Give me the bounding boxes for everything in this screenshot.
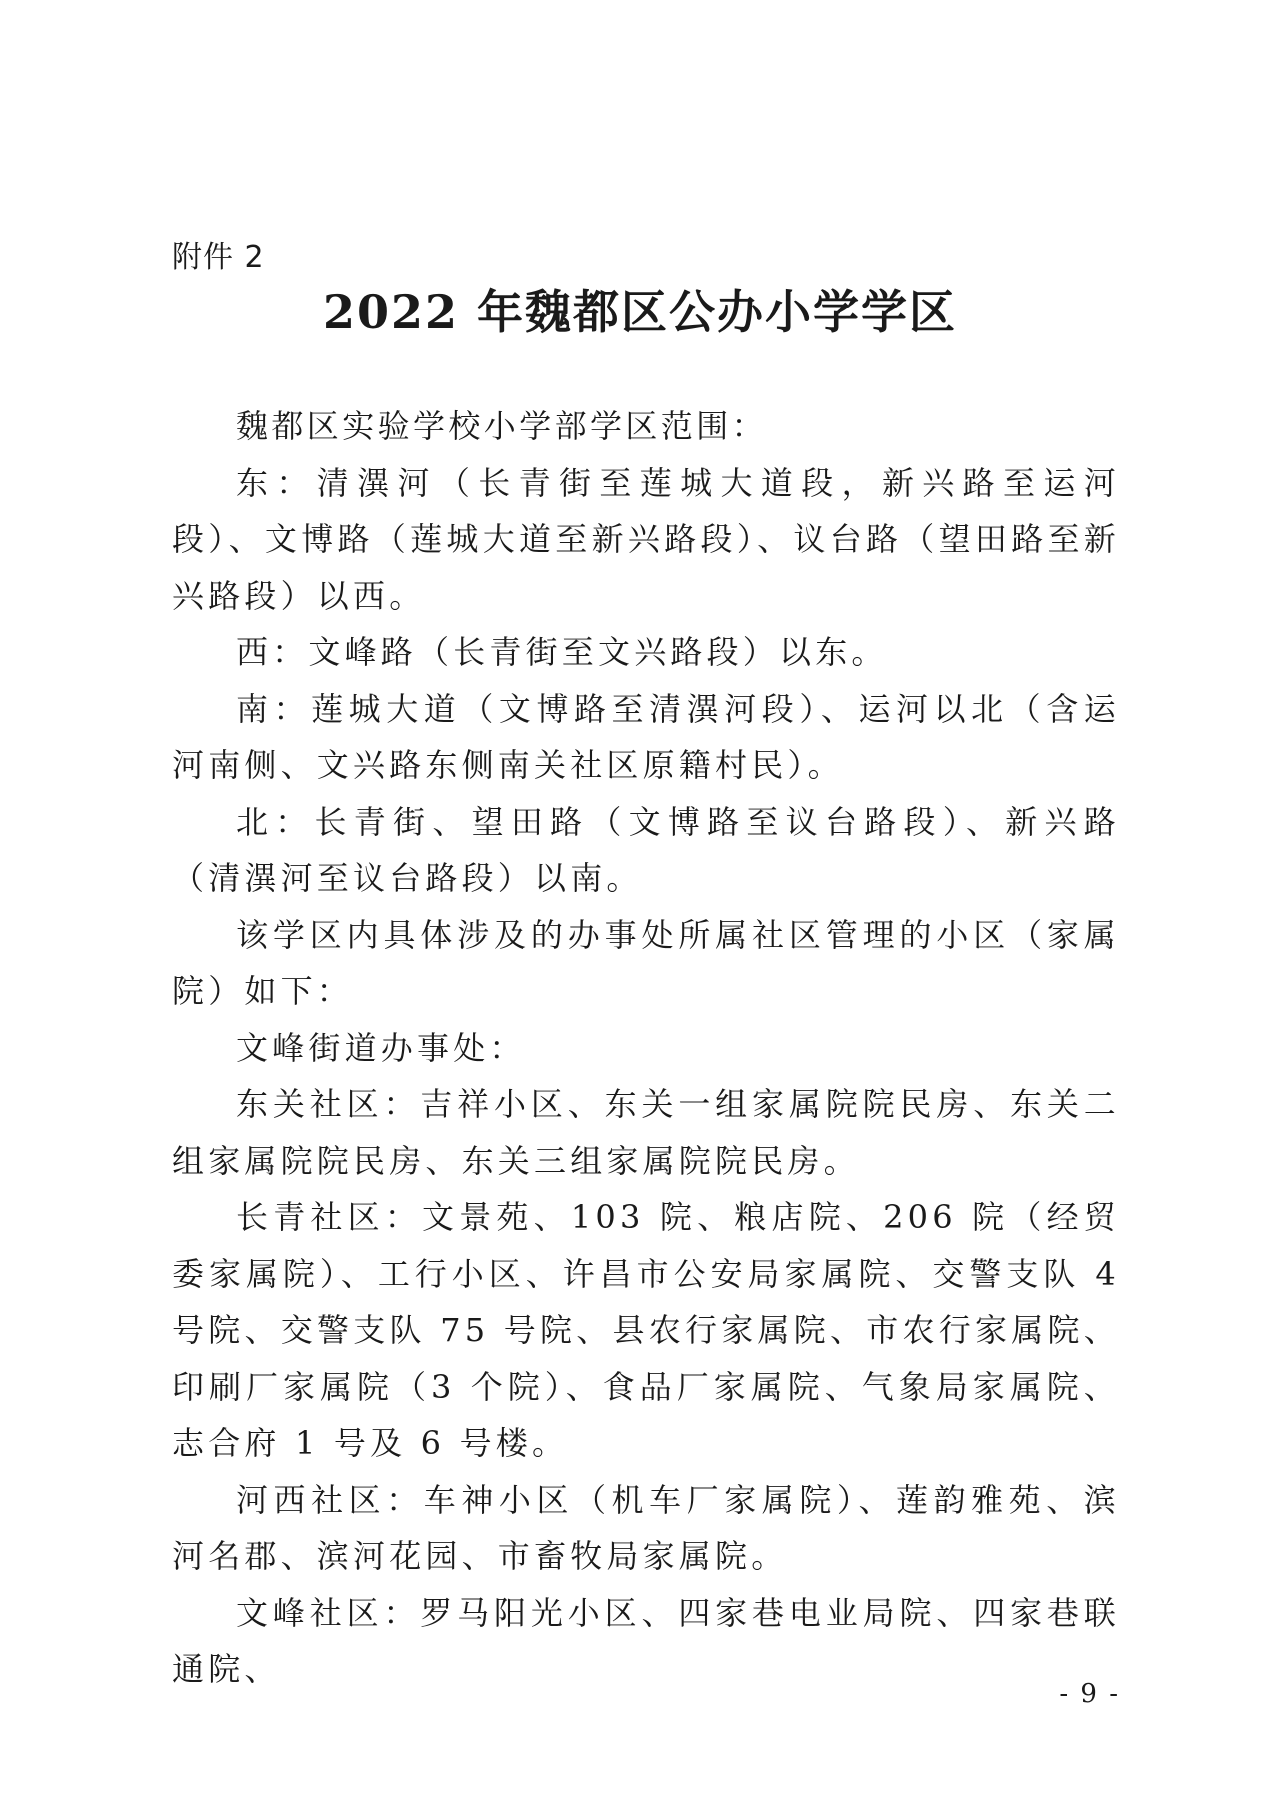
attachment-label: 附件 2 — [172, 240, 265, 275]
paragraph-dongguan: 东关社区：吉祥小区、东关一组家属院院民房、东关二组家属院院民房、东关三组家属院院民房。 — [172, 1085, 1120, 1180]
section-heading: 魏都区实验学校小学部学区范围： — [236, 407, 768, 445]
paragraph-wenfeng: 文峰社区：罗马阳光小区、四家巷电业局院、四家巷联通院、 — [172, 1593, 1120, 1688]
paragraph-hexi: 河西社区：车神小区（机车厂家属院）、莲韵雅苑、滨河名郡、滨河花园、市畜牧局家属院。 — [172, 1480, 1120, 1575]
paragraph-west: 西：文峰路（长青街至文兴路段）以东。 — [236, 633, 888, 671]
document-title: 2022 年魏都区公办小学学区 — [322, 285, 958, 339]
document-body — [172, 398, 1120, 1698]
paragraph-north: 北：长青街、望田路（文博路至议台路段）、新兴路（清潩河至议台路段）以南。 — [172, 802, 1120, 897]
paragraph-east: 东：清潩河（长青街至莲城大道段，新兴路至运河段）、文博路（莲城大道至新兴路段）、议台路（望田路至新兴路段）以西。 — [172, 463, 1120, 615]
paragraph-street-office: 文峰街道办事处： — [236, 1028, 526, 1067]
paragraph-changqing: 长青社区：文景苑、103 院、粮店院、206 院（经贸委家属院）、工行小区、许昌市公安局家属院、交警支队 4 号院、交警支队 75 号院、县农行家属院、市农行家属院、印刷厂家属院（3 个院）、食品厂家属院、气象局家属院、志合府 1 号及 6 号楼。 — [172, 1198, 1120, 1462]
paragraph-south: 南：莲城大道（文博路至清潩河段）、运河以北（含运河南侧、文兴路东侧南关社区原籍村民）。 — [172, 689, 1120, 784]
page-number: - 9 - — [1059, 1679, 1120, 1709]
paragraph-intro: 该学区内具体涉及的办事处所属社区管理的小区（家属院）如下： — [172, 915, 1120, 1010]
